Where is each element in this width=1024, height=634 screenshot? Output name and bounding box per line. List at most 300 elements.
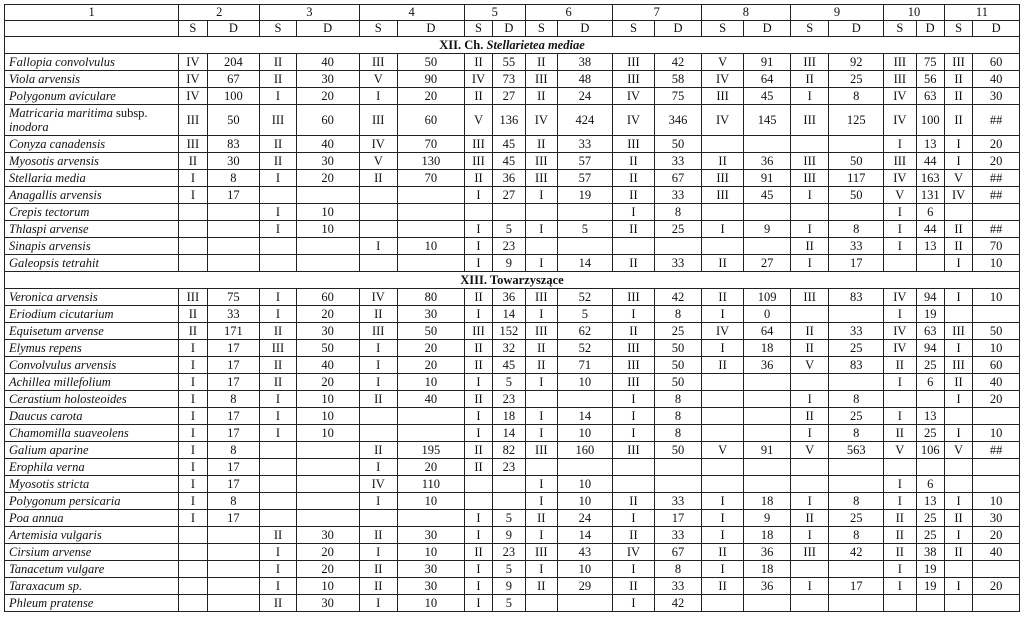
cover-cell: 20 [973,153,1020,170]
constancy-cell [260,187,296,204]
cover-cell: 130 [397,153,464,170]
cover-cell: 32 [493,340,525,357]
cover-cell: 6 [916,476,944,493]
constancy-cell: I [525,408,557,425]
constancy-cell: III [790,170,828,187]
cover-cell: 45 [493,136,525,153]
constancy-cell [359,255,397,272]
section-header-row [5,272,1020,289]
constancy-cell: I [884,561,916,578]
cover-cell: 36 [744,153,791,170]
cover-cell [296,238,359,255]
cover-cell: 9 [493,255,525,272]
cover-cell: ## [973,187,1020,204]
cover-cell: 55 [493,54,525,71]
table-row [5,71,1020,88]
constancy-cell: I [260,425,296,442]
constancy-cell: II [260,323,296,340]
cover-cell [744,459,791,476]
constancy-cell: IV [884,289,916,306]
header-d: D [973,21,1020,37]
section-title [5,37,1020,54]
constancy-cell: II [464,289,492,306]
constancy-cell [179,204,207,221]
cover-cell: 8 [655,391,702,408]
cover-cell: 9 [493,527,525,544]
constancy-cell: III [525,170,557,187]
cover-cell: 8 [829,221,884,238]
cover-cell: 10 [973,289,1020,306]
cover-cell [558,204,613,221]
cover-cell: 9 [744,221,791,238]
constancy-cell: I [790,493,828,510]
cover-cell: 83 [829,357,884,374]
constancy-cell: I [179,408,207,425]
constancy-cell: II [464,544,492,561]
cover-cell: 10 [973,425,1020,442]
cover-cell: 48 [558,71,613,88]
table-row [5,578,1020,595]
cover-cell: 23 [493,459,525,476]
constancy-cell: III [944,54,972,71]
cover-cell: 45 [493,153,525,170]
cover-cell: 60 [296,289,359,306]
cover-cell: 36 [744,357,791,374]
cover-cell: 10 [397,238,464,255]
cover-cell: 163 [916,170,944,187]
cover-cell [829,204,884,221]
cover-cell: 6 [916,204,944,221]
constancy-cell [944,595,972,612]
cover-cell [744,374,791,391]
cover-cell [296,476,359,493]
cover-cell: 20 [973,391,1020,408]
species-name: Polygonum persicaria [5,493,179,510]
constancy-cell: II [260,374,296,391]
cover-cell: 17 [207,510,260,527]
cover-cell: 20 [397,88,464,105]
constancy-cell: II [944,238,972,255]
species-name: Matricaria maritima subsp. inodora [5,105,179,136]
constancy-cell: I [884,493,916,510]
cover-cell: 14 [558,527,613,544]
constancy-cell: II [884,425,916,442]
constancy-cell [359,408,397,425]
cover-cell: 17 [207,459,260,476]
cover-cell: 25 [916,510,944,527]
cover-cell: 42 [655,595,702,612]
constancy-cell: III [884,54,916,71]
cover-cell [829,306,884,323]
constancy-cell: I [884,238,916,255]
constancy-cell: III [179,105,207,136]
constancy-cell: V [464,105,492,136]
constancy-cell: I [464,595,492,612]
constancy-cell: I [464,425,492,442]
cover-cell: 160 [558,442,613,459]
constancy-cell: II [525,136,557,153]
cover-cell [296,493,359,510]
cover-cell: 23 [493,391,525,408]
header-blank [5,21,179,37]
cover-cell: 67 [207,71,260,88]
constancy-cell: I [179,187,207,204]
cover-cell: 13 [916,408,944,425]
cover-cell: 20 [973,136,1020,153]
constancy-cell [790,595,828,612]
constancy-cell: III [884,153,916,170]
constancy-cell: V [701,442,744,459]
cover-cell: 44 [916,153,944,170]
cover-cell: 33 [829,238,884,255]
constancy-cell [464,204,492,221]
species-name: Polygonum aviculare [5,88,179,105]
cover-cell: 18 [744,493,791,510]
constancy-cell: I [359,374,397,391]
constancy-cell [701,391,744,408]
cover-cell: 20 [973,578,1020,595]
constancy-cell [359,187,397,204]
cover-cell: ## [973,442,1020,459]
constancy-cell [464,493,492,510]
constancy-cell [525,459,557,476]
constancy-cell: II [464,442,492,459]
cover-cell [744,408,791,425]
cover-cell: 60 [973,357,1020,374]
cover-cell: 8 [829,493,884,510]
table-row [5,88,1020,105]
constancy-cell: IV [884,105,916,136]
constancy-cell: I [179,510,207,527]
constancy-cell: III [359,105,397,136]
species-name: Poa annua [5,510,179,527]
constancy-cell: I [464,527,492,544]
species-name: Sinapis arvensis [5,238,179,255]
cover-cell: 14 [493,425,525,442]
constancy-cell: I [179,391,207,408]
constancy-cell: II [260,595,296,612]
constancy-cell: I [260,544,296,561]
species-name: Thlaspi arvense [5,221,179,238]
table-body [5,5,1020,612]
constancy-cell: I [525,221,557,238]
cover-cell: 40 [973,374,1020,391]
table-row [5,459,1020,476]
header-group: 2 [179,5,260,21]
constancy-cell: V [359,153,397,170]
constancy-cell [260,459,296,476]
cover-cell: 5 [493,595,525,612]
constancy-cell: I [701,561,744,578]
cover-cell: 100 [916,105,944,136]
constancy-cell: III [612,340,655,357]
cover-cell: 25 [655,221,702,238]
constancy-cell: II [612,578,655,595]
cover-cell: 36 [493,289,525,306]
constancy-cell: I [260,306,296,323]
constancy-cell: I [260,561,296,578]
constancy-cell: III [464,323,492,340]
cover-cell [207,221,260,238]
cover-cell: 30 [397,561,464,578]
cover-cell: 8 [829,88,884,105]
constancy-cell [359,204,397,221]
cover-cell: 171 [207,323,260,340]
constancy-cell: I [525,306,557,323]
cover-cell: 8 [655,204,702,221]
constancy-cell [260,476,296,493]
constancy-cell: I [464,187,492,204]
cover-cell: 20 [973,527,1020,544]
constancy-cell: I [944,425,972,442]
constancy-cell: I [260,391,296,408]
constancy-cell [944,408,972,425]
cover-cell [493,493,525,510]
cover-cell [558,238,613,255]
cover-cell: 50 [655,442,702,459]
constancy-cell: I [525,187,557,204]
constancy-cell: I [464,374,492,391]
constancy-cell: I [525,527,557,544]
constancy-cell: III [884,71,916,88]
cover-cell: 30 [296,595,359,612]
cover-cell: 10 [558,476,613,493]
cover-cell [296,187,359,204]
cover-cell: 25 [829,340,884,357]
cover-cell: 43 [558,544,613,561]
cover-cell [744,204,791,221]
section-title-italic: Stellarietea mediae [486,37,585,52]
species-name: Myosotis stricta [5,476,179,493]
table-row [5,221,1020,238]
cover-cell: 14 [558,255,613,272]
cover-cell: 64 [744,323,791,340]
cover-cell [973,306,1020,323]
constancy-cell [790,561,828,578]
cover-cell: 50 [397,323,464,340]
section-title [5,272,1020,289]
cover-cell: 8 [655,561,702,578]
cover-cell [397,255,464,272]
constancy-cell: IV [884,323,916,340]
cover-cell [744,595,791,612]
constancy-cell: II [884,527,916,544]
constancy-cell: II [612,493,655,510]
cover-cell: 10 [397,595,464,612]
constancy-cell: II [701,578,744,595]
constancy-cell: III [612,357,655,374]
cover-cell: 83 [207,136,260,153]
cover-cell: 563 [829,442,884,459]
cover-cell: 9 [493,578,525,595]
constancy-cell: III [701,170,744,187]
cover-cell: 75 [655,88,702,105]
constancy-cell: I [790,221,828,238]
header-group: 3 [260,5,359,21]
constancy-cell [260,493,296,510]
constancy-cell: I [179,170,207,187]
cover-cell [973,561,1020,578]
cover-cell: 18 [744,340,791,357]
cover-cell: 117 [829,170,884,187]
constancy-cell: II [260,71,296,88]
cover-cell: 18 [493,408,525,425]
constancy-cell: IV [884,88,916,105]
cover-cell: 17 [207,357,260,374]
cover-cell: 25 [829,408,884,425]
constancy-cell: III [701,187,744,204]
constancy-cell: II [790,510,828,527]
constancy-cell: IV [525,105,557,136]
constancy-cell: I [525,374,557,391]
constancy-cell: II [464,391,492,408]
cover-cell: 57 [558,170,613,187]
header-group: 7 [612,5,701,21]
cover-cell: 8 [655,425,702,442]
constancy-cell: III [612,71,655,88]
constancy-cell: II [612,527,655,544]
constancy-cell: II [179,323,207,340]
cover-cell: 33 [655,187,702,204]
constancy-cell: I [359,544,397,561]
constancy-cell [701,459,744,476]
cover-cell: 17 [655,510,702,527]
cover-cell: 56 [916,71,944,88]
species-name: Fallopia convolvulus [5,54,179,71]
cover-cell [744,476,791,493]
constancy-cell: II [464,357,492,374]
cover-cell: 40 [973,544,1020,561]
constancy-cell: I [612,204,655,221]
constancy-cell [884,391,916,408]
cover-cell: 17 [207,476,260,493]
constancy-cell: II [525,54,557,71]
constancy-cell [790,476,828,493]
cover-cell [296,442,359,459]
constancy-cell [884,595,916,612]
cover-cell [397,408,464,425]
constancy-cell: II [260,357,296,374]
constancy-cell: II [179,306,207,323]
cover-cell: 80 [397,289,464,306]
cover-cell: 19 [558,187,613,204]
constancy-cell: V [944,442,972,459]
constancy-cell: III [525,153,557,170]
species-name: Viola arvensis [5,71,179,88]
cover-cell: 36 [744,544,791,561]
constancy-cell: I [790,88,828,105]
cover-cell [207,561,260,578]
table-row [5,408,1020,425]
constancy-cell: I [464,221,492,238]
cover-cell: 50 [655,340,702,357]
constancy-cell [179,544,207,561]
constancy-cell [701,595,744,612]
constancy-cell: I [179,340,207,357]
constancy-cell [359,425,397,442]
constancy-cell: I [884,408,916,425]
cover-cell [973,204,1020,221]
cover-cell [655,238,702,255]
table-row [5,493,1020,510]
cover-cell: 17 [207,408,260,425]
cover-cell: 13 [916,136,944,153]
constancy-cell: I [525,493,557,510]
cover-cell: 10 [397,493,464,510]
cover-cell [973,476,1020,493]
cover-cell: 30 [973,88,1020,105]
cover-cell: 30 [296,153,359,170]
cover-cell: 10 [296,204,359,221]
constancy-cell: II [944,71,972,88]
constancy-cell: I [790,187,828,204]
constancy-cell: I [260,578,296,595]
constancy-cell [260,442,296,459]
cover-cell [397,221,464,238]
cover-cell: 60 [973,54,1020,71]
cover-cell: 8 [655,306,702,323]
constancy-cell: I [464,561,492,578]
cover-cell [207,255,260,272]
header-group: 5 [464,5,525,21]
cover-cell: 45 [744,187,791,204]
cover-cell: 17 [207,187,260,204]
cover-cell: 52 [558,340,613,357]
constancy-cell: IV [701,71,744,88]
constancy-cell: II [884,510,916,527]
cover-cell: 0 [744,306,791,323]
constancy-cell: V [944,170,972,187]
constancy-cell: V [884,442,916,459]
cover-cell: 8 [207,391,260,408]
cover-cell [558,595,613,612]
constancy-cell: II [612,255,655,272]
cover-cell: 10 [558,425,613,442]
cover-cell: 5 [493,221,525,238]
constancy-cell: II [701,357,744,374]
cover-cell [744,391,791,408]
cover-cell: 33 [655,493,702,510]
cover-cell: 125 [829,105,884,136]
constancy-cell: I [464,578,492,595]
table-row [5,510,1020,527]
cover-cell [829,595,884,612]
cover-cell: 60 [397,105,464,136]
constancy-cell [525,204,557,221]
cover-cell: 8 [829,527,884,544]
cover-cell: 45 [493,357,525,374]
cover-cell: 73 [493,71,525,88]
constancy-cell: II [525,88,557,105]
constancy-cell: I [359,493,397,510]
constancy-cell: II [260,527,296,544]
cover-cell: ## [973,221,1020,238]
cover-cell [829,459,884,476]
constancy-cell: I [701,510,744,527]
constancy-cell: I [884,221,916,238]
cover-cell: 17 [207,340,260,357]
cover-cell: 14 [493,306,525,323]
constancy-cell: III [260,105,296,136]
cover-cell: 8 [829,391,884,408]
header-s: S [464,21,492,37]
phytosociological-table [4,4,1020,612]
cover-cell: 30 [397,527,464,544]
constancy-cell: I [179,442,207,459]
cover-cell [973,408,1020,425]
constancy-cell: III [525,323,557,340]
cover-cell [829,561,884,578]
